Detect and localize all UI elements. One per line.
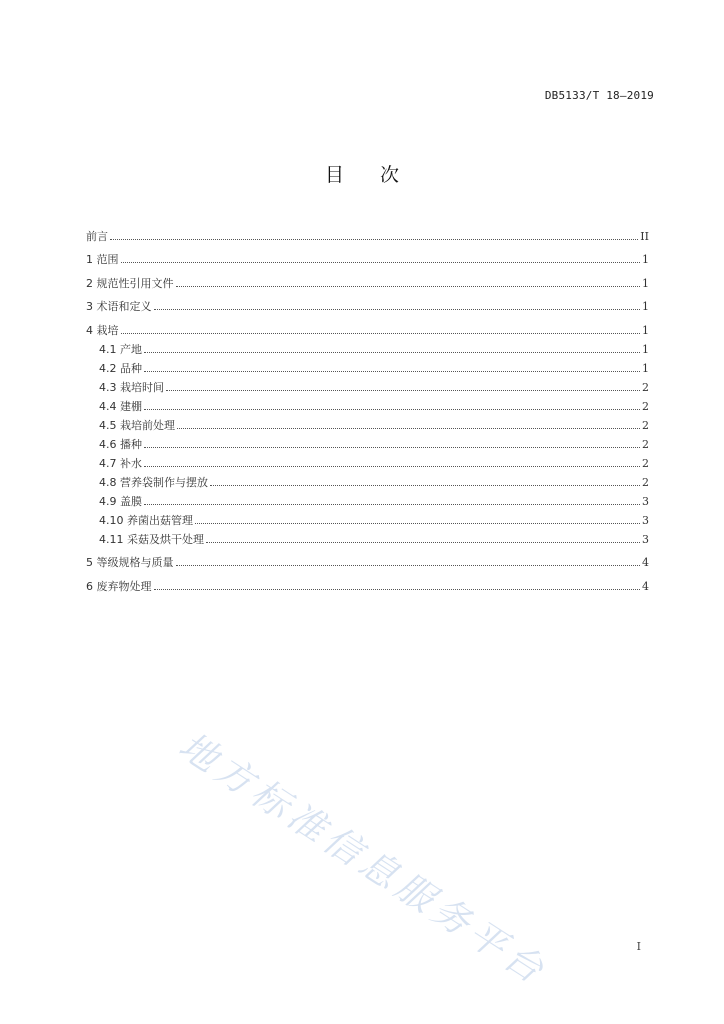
toc-entry-page: 1 bbox=[642, 253, 649, 266]
toc-entry[interactable] bbox=[86, 290, 649, 314]
toc-entry[interactable] bbox=[86, 470, 649, 489]
toc-entry-page: 2 bbox=[642, 437, 649, 451]
toc-entry[interactable] bbox=[86, 356, 649, 375]
toc-entry-title: 5 等级规格与质量 bbox=[86, 556, 174, 569]
toc-entry[interactable] bbox=[86, 313, 649, 337]
toc-entry-title: 4.2 品种 bbox=[99, 361, 142, 375]
toc-leader-dots bbox=[110, 239, 638, 240]
table-of-contents bbox=[86, 219, 649, 593]
toc-entry[interactable] bbox=[86, 527, 649, 546]
watermark: 地方标准信息服务平台 bbox=[171, 723, 556, 995]
toc-entry-title: 3 术语和定义 bbox=[86, 300, 152, 313]
toc-entry-page: 4 bbox=[642, 556, 649, 569]
toc-entry-page: 2 bbox=[642, 456, 649, 470]
toc-leader-dots bbox=[121, 262, 641, 263]
toc-leader-dots bbox=[154, 589, 641, 590]
toc-entry-page: 1 bbox=[642, 300, 649, 313]
toc-leader-dots bbox=[195, 523, 640, 524]
toc-entry-title: 4.7 补水 bbox=[99, 456, 142, 470]
toc-entry-page: 3 bbox=[642, 494, 649, 508]
toc-entry[interactable] bbox=[86, 266, 649, 290]
toc-entry-title: 4.10 养菌出菇管理 bbox=[99, 513, 193, 527]
toc-leader-dots bbox=[144, 466, 640, 467]
toc-leader-dots bbox=[144, 504, 640, 505]
toc-entry-title: 4.4 建棚 bbox=[99, 399, 142, 413]
toc-entry-page: 2 bbox=[642, 380, 649, 394]
toc-entry[interactable] bbox=[86, 546, 649, 570]
toc-entry-page: 1 bbox=[642, 342, 649, 356]
toc-entry[interactable] bbox=[86, 569, 649, 593]
toc-entry[interactable] bbox=[86, 337, 649, 356]
toc-leader-dots bbox=[176, 286, 641, 287]
toc-entry-page: II bbox=[640, 229, 649, 243]
toc-entry-title: 6 废弃物处理 bbox=[86, 579, 152, 593]
toc-entry-title: 4.5 栽培前处理 bbox=[99, 418, 175, 432]
toc-entry[interactable] bbox=[86, 489, 649, 508]
toc-entry-title: 4.1 产地 bbox=[99, 342, 142, 356]
toc-entry-title: 4.6 播种 bbox=[99, 437, 142, 451]
page-number: I bbox=[636, 940, 641, 953]
toc-leader-dots bbox=[206, 542, 640, 543]
toc-entry[interactable] bbox=[86, 375, 649, 394]
toc-entry-title: 4.3 栽培时间 bbox=[99, 380, 164, 394]
toc-entry[interactable] bbox=[86, 451, 649, 470]
toc-entry-page: 4 bbox=[642, 579, 649, 593]
toc-entry-title: 4.8 营养袋制作与摆放 bbox=[99, 475, 208, 489]
toc-title: 目次 bbox=[324, 164, 435, 186]
toc-entry-page: 3 bbox=[642, 513, 649, 527]
toc-entry-page: 1 bbox=[642, 276, 649, 290]
toc-entry[interactable] bbox=[86, 394, 649, 413]
toc-leader-dots bbox=[144, 409, 640, 410]
toc-entry-page: 2 bbox=[642, 399, 649, 413]
toc-leader-dots bbox=[177, 428, 640, 429]
toc-entry-title: 4.9 盖膜 bbox=[99, 494, 142, 508]
toc-leader-dots bbox=[176, 565, 641, 566]
toc-entry-title: 1 范围 bbox=[86, 253, 119, 266]
toc-entry-page: 3 bbox=[642, 532, 649, 546]
toc-entry[interactable] bbox=[86, 432, 649, 451]
toc-entry[interactable] bbox=[86, 243, 649, 267]
toc-leader-dots bbox=[121, 333, 641, 334]
toc-leader-dots bbox=[144, 352, 640, 353]
toc-leader-dots bbox=[154, 309, 641, 310]
toc-entry-title: 前言 bbox=[86, 229, 108, 243]
toc-entry-title: 4 栽培 bbox=[86, 323, 119, 337]
toc-entry-title: 2 规范性引用文件 bbox=[86, 276, 174, 290]
toc-leader-dots bbox=[210, 485, 640, 486]
toc-entry-page: 1 bbox=[642, 323, 649, 337]
toc-leader-dots bbox=[166, 390, 640, 391]
toc-entry[interactable] bbox=[86, 508, 649, 527]
toc-entry-page: 2 bbox=[642, 475, 649, 489]
toc-entry[interactable] bbox=[86, 413, 649, 432]
document-code: DB5133/T 18—2019 bbox=[544, 89, 654, 102]
toc-leader-dots bbox=[144, 371, 640, 372]
toc-entry-page: 1 bbox=[642, 361, 649, 375]
toc-entry-page: 2 bbox=[642, 418, 649, 432]
toc-entry-title: 4.11 采菇及烘干处理 bbox=[99, 532, 204, 546]
toc-entry[interactable] bbox=[86, 219, 649, 243]
toc-leader-dots bbox=[144, 447, 640, 448]
